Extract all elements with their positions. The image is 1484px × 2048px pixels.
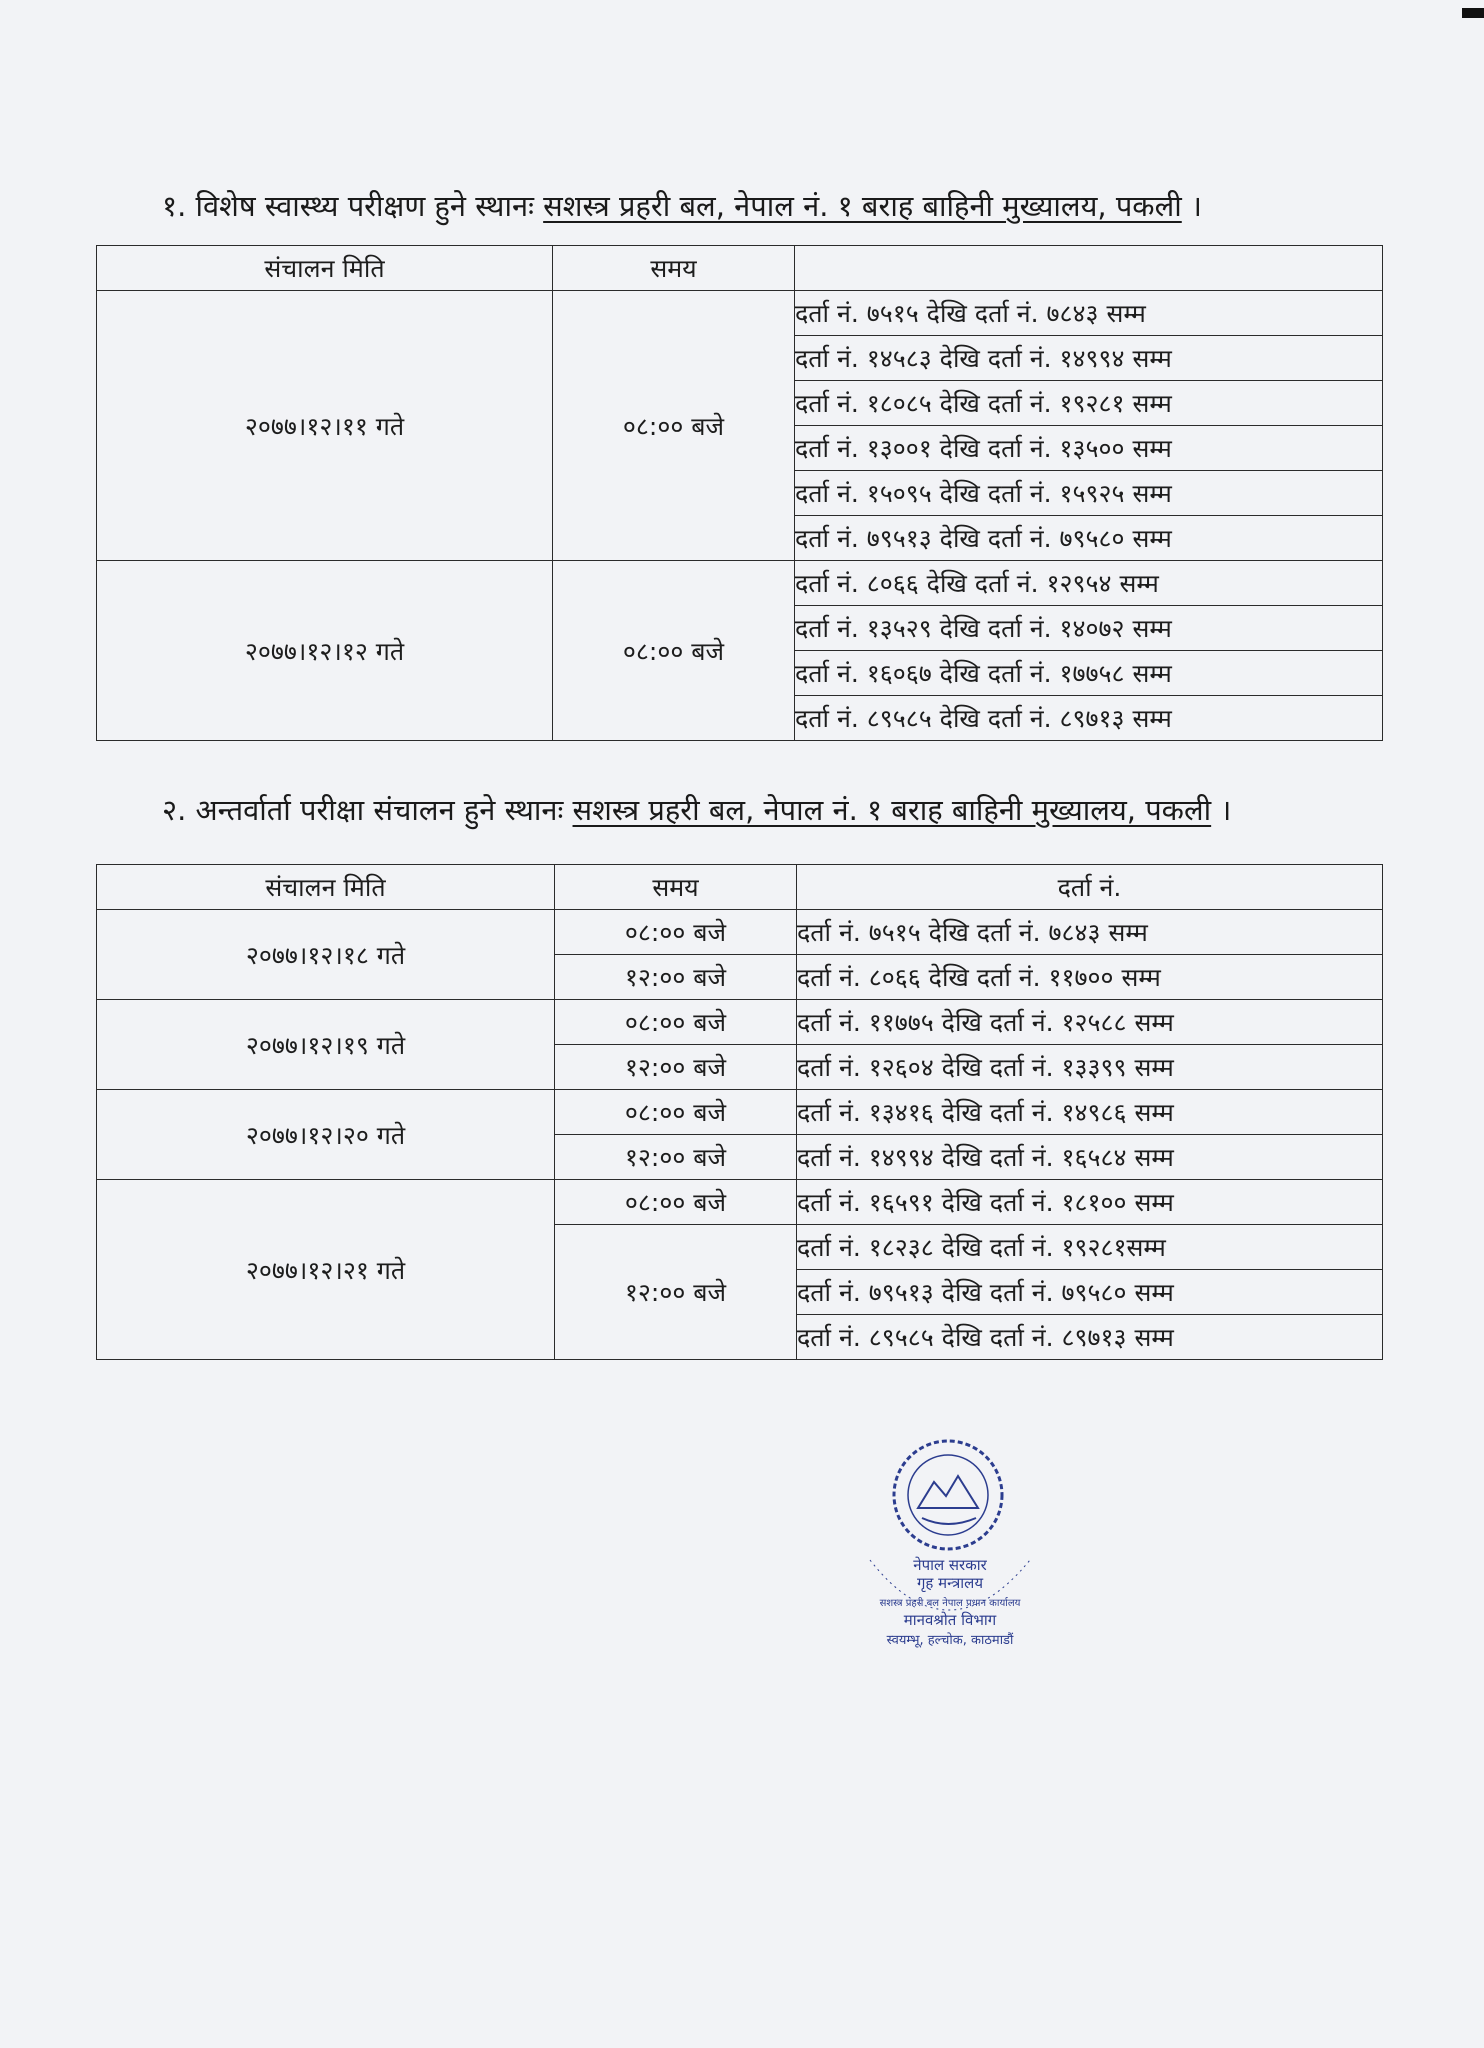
registration-range-cell: दर्ता नं. १३००१ देखि दर्ता नं. १३५०० सम्म <box>795 426 1383 471</box>
interview-time-cell: १२:०० बजे <box>555 1225 797 1360</box>
registration-range-cell: दर्ता नं. ८०६६ देखि दर्ता नं. १२९५४ सम्म <box>795 561 1383 606</box>
registration-range-cell: दर्ता नं. ८०६६ देखि दर्ता नं. ११७०० सम्म <box>797 955 1383 1000</box>
interview-time-cell: ०८:०० बजे <box>555 1090 797 1135</box>
registration-range-cell: दर्ता नं. १५०९५ देखि दर्ता नं. १५९२५ सम्म <box>795 471 1383 516</box>
exam-time-cell: ०८:०० बजे <box>553 291 795 561</box>
seal-text <box>880 1556 1021 1648</box>
seal-mountain-icon <box>918 1476 978 1508</box>
registration-range-cell: दर्ता नं. १४९९४ देखि दर्ता नं. १६५८४ सम्म <box>797 1135 1383 1180</box>
registration-range-cell: दर्ता नं. १३४१६ देखि दर्ता नं. १४९८६ सम्म <box>797 1090 1383 1135</box>
registration-range-cell: दर्ता नं. ७५१५ देखि दर्ता नं. ७८४३ सम्म <box>795 291 1383 336</box>
table-header-row <box>97 246 1383 291</box>
seal-text-line: स्वयम्भू, हल्चोक, काठमाडौं <box>886 1633 1014 1648</box>
section2-venue: सशस्त्र प्रहरी बल, नेपाल नं. १ बराह बाहिनी मुख्यालय, पकली <box>572 793 1212 827</box>
official-seal <box>830 1410 1090 1670</box>
column-header-time: समय <box>555 865 797 910</box>
seal-text-line: मानवश्रोत विभाग <box>903 1611 997 1629</box>
interview-date-cell: २०७७।१२।२१ गते <box>97 1180 555 1360</box>
registration-range-cell: दर्ता नं. १६५९१ देखि दर्ता नं. १८१०० सम्म <box>797 1180 1383 1225</box>
interview-time-cell: ०८:०० बजे <box>555 910 797 955</box>
column-header-date: संचालन मिति <box>97 246 553 291</box>
registration-range-cell: दर्ता नं. १८०८५ देखि दर्ता नं. १९२८१ सम्म <box>795 381 1383 426</box>
column-header-time: समय <box>553 246 795 291</box>
interview-time-cell: १२:०० बजे <box>555 1135 797 1180</box>
exam-time-cell: ०८:०० बजे <box>553 561 795 741</box>
section1-heading-prefix: १. विशेष स्वास्थ्य परीक्षण हुने स्थानः <box>162 189 534 223</box>
interview-schedule-table <box>96 864 1383 1360</box>
seal-text-line: नेपाल सरकार <box>913 1556 987 1574</box>
registration-range-cell: दर्ता नं. १८२३८ देखि दर्ता नं. १९२८१सम्म <box>797 1225 1383 1270</box>
registration-range-cell: दर्ता नं. १४५८३ देखि दर्ता नं. १४९९४ सम्म <box>795 336 1383 381</box>
table-row <box>97 1000 1383 1045</box>
interview-date-cell: २०७७।१२।१८ गते <box>97 910 555 1000</box>
registration-range-cell: दर्ता नं. १२६०४ देखि दर्ता नं. १३३९९ सम्म <box>797 1045 1383 1090</box>
registration-range-cell: दर्ता नं. ७५१५ देखि दर्ता नं. ७८४३ सम्म <box>797 910 1383 955</box>
interview-time-cell: १२:०० बजे <box>555 955 797 1000</box>
registration-range-cell: दर्ता नं. ७९५१३ देखि दर्ता नं. ७९५८० सम्म <box>795 516 1383 561</box>
section2-heading <box>162 790 1231 829</box>
table-row <box>97 1090 1383 1135</box>
seal-emblem-ring <box>894 1441 1002 1549</box>
section2-heading-prefix: २. अन्तर्वार्ता परीक्षा संचालन हुने स्थानः <box>162 793 564 827</box>
column-header-date: संचालन मिति <box>97 865 555 910</box>
section1-heading-end: । <box>1190 189 1202 223</box>
medical-exam-schedule-table <box>96 245 1383 741</box>
seal-ribbon-icon <box>922 1518 976 1524</box>
table-row <box>97 561 1383 606</box>
registration-range-cell: दर्ता नं. १६०६७ देखि दर्ता नं. १७७५८ सम्म <box>795 651 1383 696</box>
column-header-registration: दर्ता नं. <box>797 865 1383 910</box>
table-row <box>97 910 1383 955</box>
section2-heading-end: । <box>1220 793 1232 827</box>
table-row <box>97 291 1383 336</box>
exam-date-cell: २०७७।१२।१२ गते <box>97 561 553 741</box>
registration-range-cell: दर्ता नं. १३५२९ देखि दर्ता नं. १४०७२ सम्म <box>795 606 1383 651</box>
registration-range-cell: दर्ता नं. ७९५१३ देखि दर्ता नं. ७९५८० सम्म <box>797 1270 1383 1315</box>
exam-date-cell: २०७७।१२।११ गते <box>97 291 553 561</box>
interview-date-cell: २०७७।१२।१९ गते <box>97 1000 555 1090</box>
interview-date-cell: २०७७।१२।२० गते <box>97 1090 555 1180</box>
interview-time-cell: ०८:०० बजे <box>555 1180 797 1225</box>
page-edge-mark <box>1462 8 1484 18</box>
registration-range-cell: दर्ता नं. ११७७५ देखि दर्ता नं. १२५८८ सम्म <box>797 1000 1383 1045</box>
interview-time-cell: ०८:०० बजे <box>555 1000 797 1045</box>
column-header-registration <box>795 246 1383 291</box>
registration-range-cell: दर्ता नं. ८९५८५ देखि दर्ता नं. ८९७१३ सम्म <box>795 696 1383 741</box>
seal-text-line: गृह मन्त्रालय <box>916 1574 984 1592</box>
table-header-row <box>97 865 1383 910</box>
interview-time-cell: १२:०० बजे <box>555 1045 797 1090</box>
section1-venue: सशस्त्र प्रहरी बल, नेपाल नं. १ बराह बाहिनी मुख्यालय, पकली <box>543 189 1182 223</box>
table-row <box>97 1180 1383 1225</box>
section1-heading <box>162 186 1202 225</box>
seal-text-line: सशस्त्र प्रहरी बल नेपाल प्रधान कार्यालय <box>879 1598 1021 1609</box>
registration-range-cell: दर्ता नं. ८९५८५ देखि दर्ता नं. ८९७१३ सम्म <box>797 1315 1383 1360</box>
